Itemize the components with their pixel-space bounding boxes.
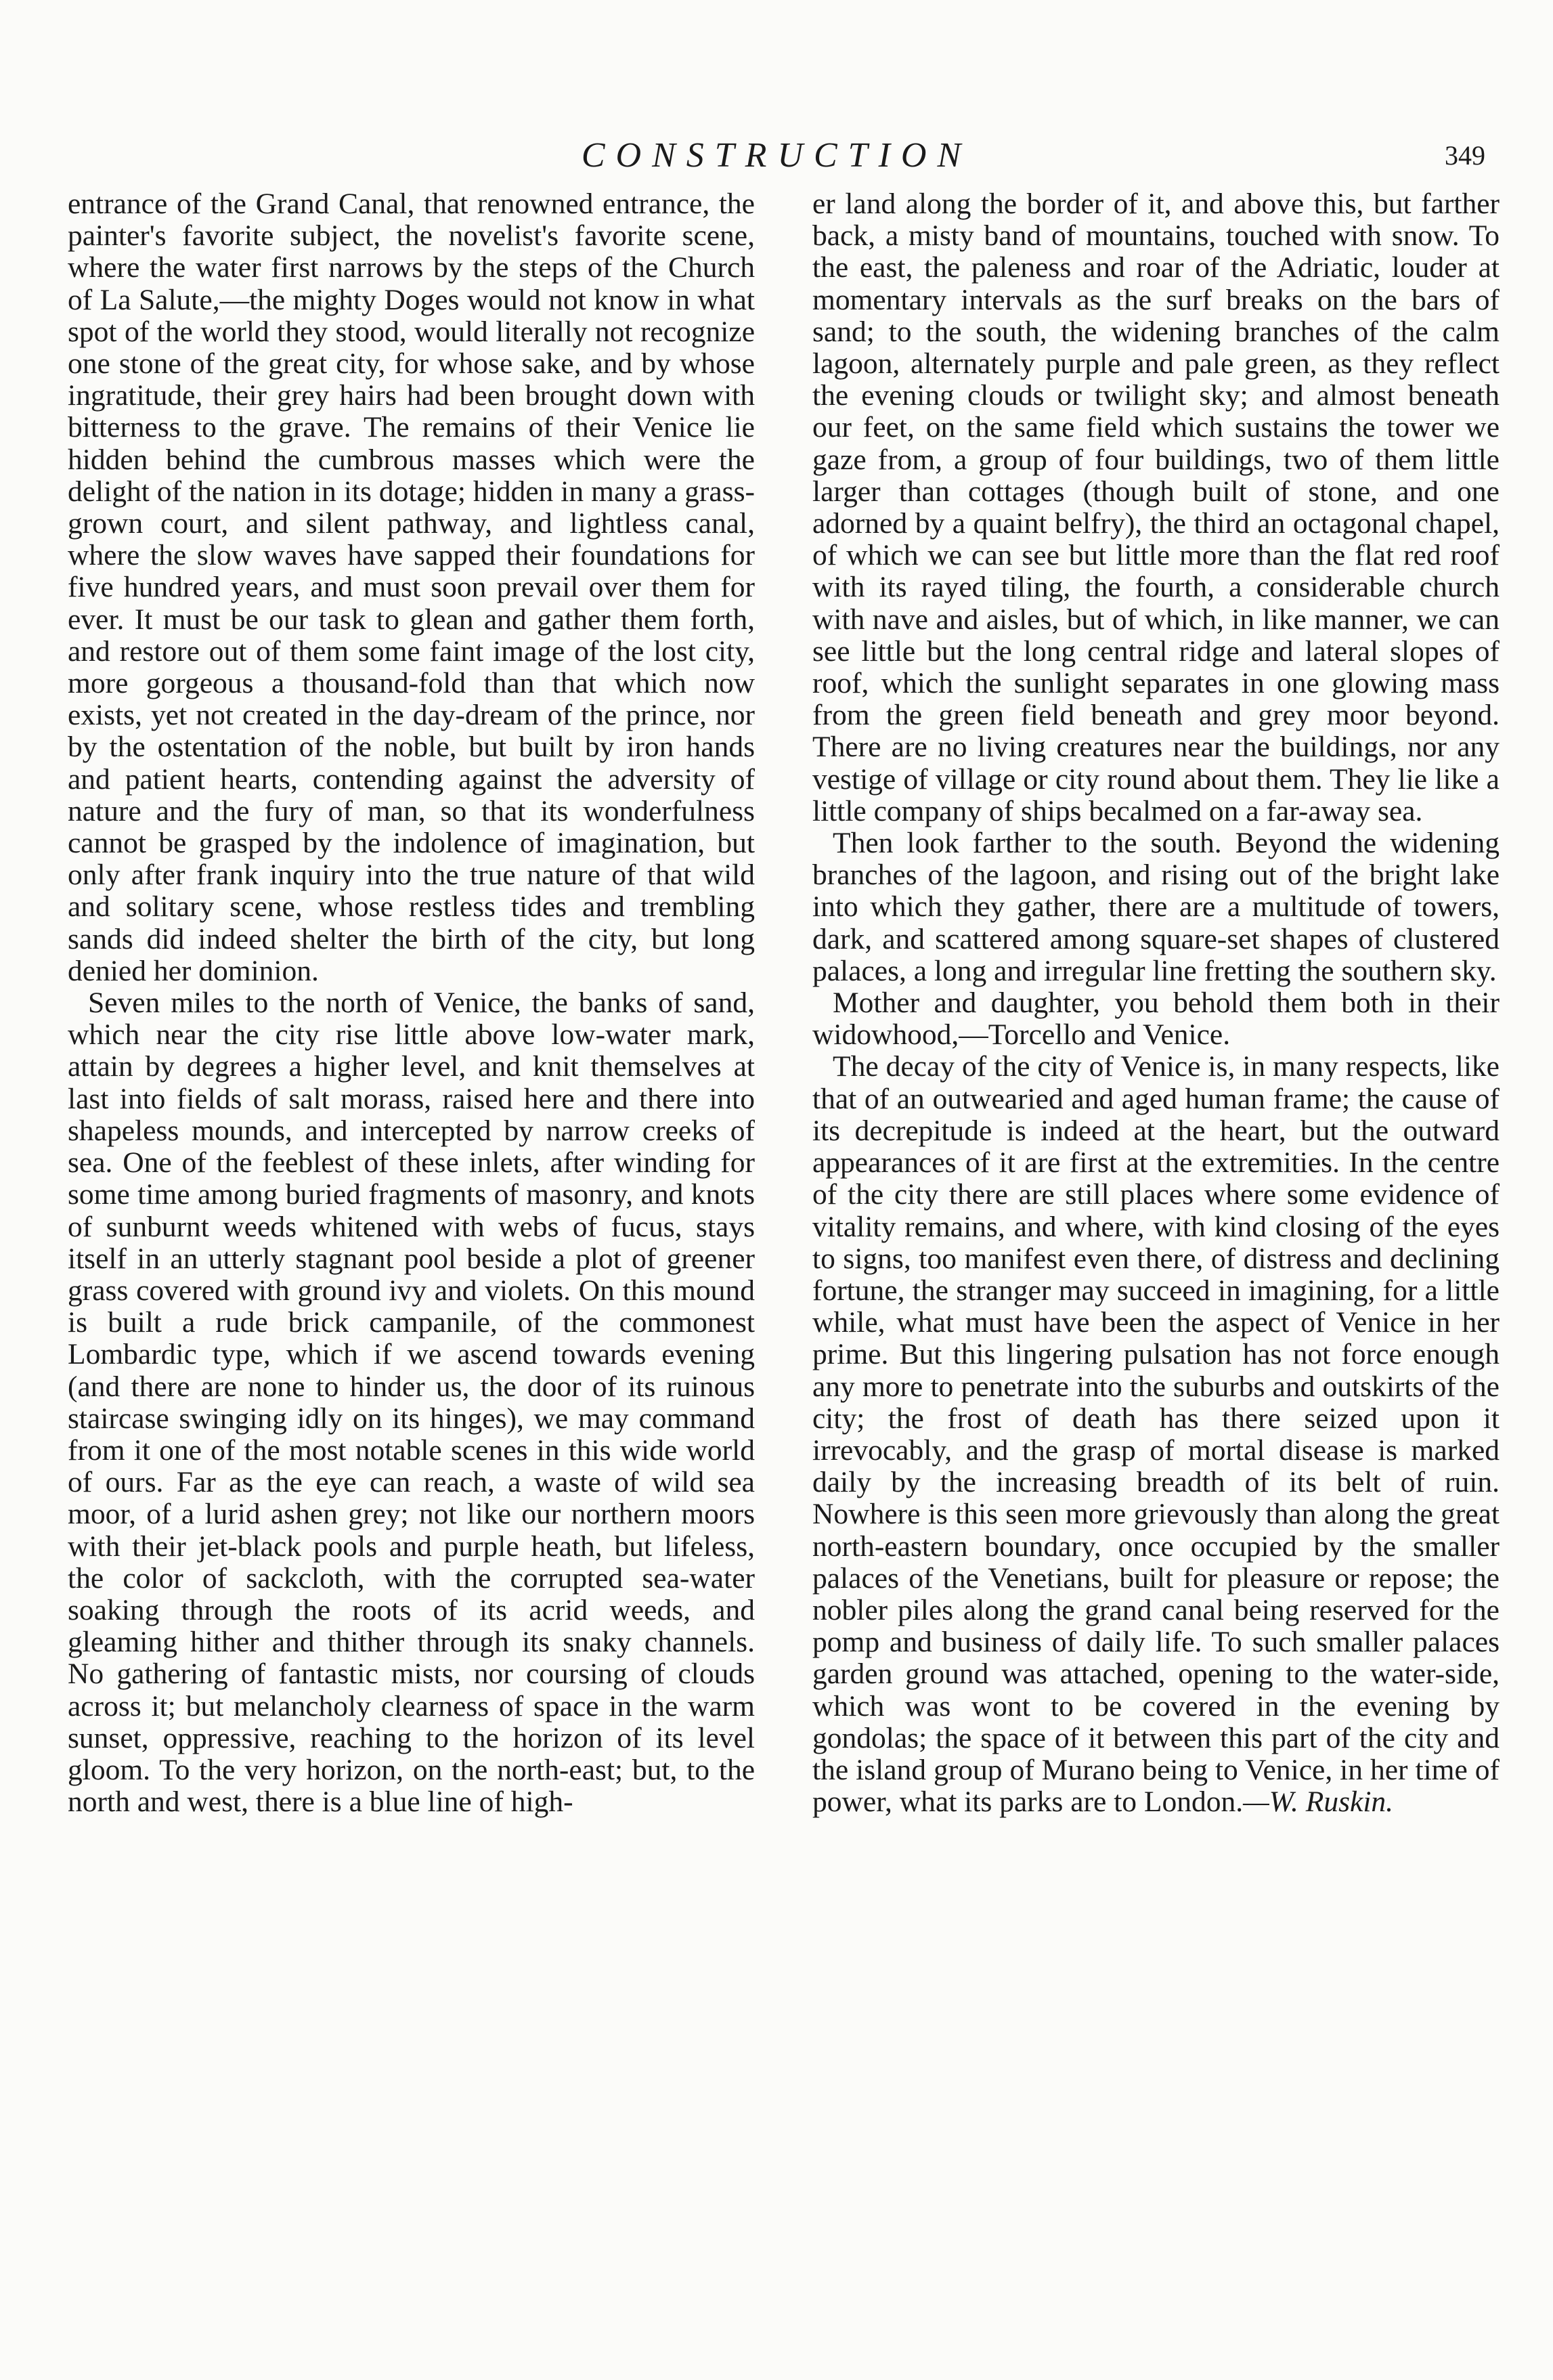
running-head (0, 129, 1553, 183)
paragraph-text: The decay of the city of Venice is, in many respects, like that of an outwearied and aged human frame; the cause of its decrepitude is indeed at the heart, but the outward appearances of it are first at the extremities. In the centre of the city there are still places where some evidence of vitality remains, and where, with kind closing of the eyes to signs, too manifest even there, of distress and declining fortune, the stranger may succeed in imagining, for a little while, what must have been the aspect of Venice in her prime. But this lingering pulsation has not force enough any more to penetrate into the suburbs and outskirts of the city; the frost of death has there seized upon it irrevocably, and the grasp of mortal disease is marked daily by the increasing breadth of its belt of ruin. Nowhere is this seen more grievously than along the great north-eastern boundary, once occupied by the smaller palaces of the Venetians, built for pleasure or repose; the nobler piles along the grand canal being reserved for the pomp and business of daily life. To such smaller palaces garden ground was attached, opening to the water-side, which was wont to be covered in the evening by gondolas; the space of it between this part of the city and the island group of Murano being to Venice, in her time of power, what its parks are to London. (812, 1050, 1500, 1819)
paragraph: Mother and daughter, you behold them both in their widowhood,—Torcello and Venice. (812, 987, 1500, 1052)
paragraph (812, 1051, 1500, 1818)
paragraph: Seven miles to the north of Venice, the banks of sand, which near the city rise little above low-water mark, attain by degrees a higher level, and knit themselves at last into fields of salt morass, raised here and there into shapeless mounds, and intercepted by narrow creeks of sea. One of the feeblest of these inlets, after winding for some time among buried fragments of masonry, and knots of sunburnt weeds whitened with webs of fucus, stays itself in an utterly stagnant pool beside a plot of greener grass covered with ground ivy and violets. On this mound is built a rude brick campanile, of the commonest Lombardic type, which if we ascend towards evening (and there are none to hinder us, the door of its ruinous staircase swinging idly on its hinges), we may command from it one of the most notable scenes in this wide world of ours. Far as the eye can reach, a waste of wild sea moor, of a lurid ashen grey; not like our northern moors with their jet-black pools and purple heath, but lifeless, the color of sackcloth, with the corrupted sea-water soaking through the roots of its acrid weeds, and gleaming hither and thither through its snaky channels. No gathering of fantastic mists, nor coursing of clouds across it; but melancholy clearness of space in the warm sunset, oppressive, reaching to the horizon of its level gloom. To the very horizon, on the north-east; but, to the north and west, there is a blue line of high- (68, 987, 755, 1819)
left-column (68, 188, 755, 1818)
page-number: 349 (1445, 140, 1485, 171)
paragraph: entrance of the Grand Canal, that renowned entrance, the painter's favorite subject, the novelist's favorite scene, where the water first narrows by the steps of the Church of La Salute,—the mighty Doges would not know in what spot of the world they stood, would literally not recognize one stone of the great city, for whose sake, and by whose ingratitude, their grey hairs had been brought down with bitterness to the grave. The remains of their Venice lie hidden behind the cumbrous masses which were the delight of the nation in its dotage; hidden in many a grass-grown court, and silent pathway, and lightless canal, where the slow waves have sapped their foundations for five hundred years, and must soon prevail over them for ever. It must be our task to glean and gather them forth, and restore out of them some faint image of the lost city, more gorgeous a thousand-fold than that which now exists, yet not created in the day-dream of the prince, nor by the ostentation of the noble, but built by iron hands and patient hearts, contending against the adversity of nature and the fury of man, so that its wonderfulness cannot be grasped by the indolence of imagination, but only after frank inquiry into the true nature of that wild and solitary scene, whose restless tides and trembling sands did indeed shelter the birth of the city, but long denied her dominion. (68, 188, 755, 987)
paragraph: Then look farther to the south. Beyond the widening branches of the lagoon, and rising out of the bright lake into which they gather, there are a multitude of towers, dark, and scattered among square-set shapes of clustered palaces, a long and irregular line fretting the southern sky. (812, 827, 1500, 987)
paragraph: er land along the border of it, and above this, but farther back, a misty band of mountains, touched with snow. To the east, the paleness and roar of the Adriatic, louder at momentary intervals as the surf breaks on the bars of sand; to the south, the widening branches of the calm lagoon, alternately purple and pale green, as they reflect the evening clouds or twilight sky; and almost beneath our feet, on the same field which sustains the tower we gaze from, a group of four buildings, two of them little larger than cottages (though built of stone, and one adorned by a quaint belfry), the third an octagonal chapel, of which we can see but little more than the flat red roof with its rayed tiling, the fourth, a considerable church with nave and aisles, but of which, in like manner, we can see little but the long central ridge and lateral slopes of roof, which the sunlight separates in one glowing mass from the green field beneath and grey moor beyond. There are no living creatures near the buildings, nor any vestige of village or city round about them. They lie like a little company of ships becalmed on a far-away sea. (812, 188, 1500, 827)
author-attribution: —W. Ruskin. (1243, 1786, 1394, 1819)
right-column (812, 188, 1500, 1818)
running-title: CONSTRUCTION (581, 136, 972, 175)
